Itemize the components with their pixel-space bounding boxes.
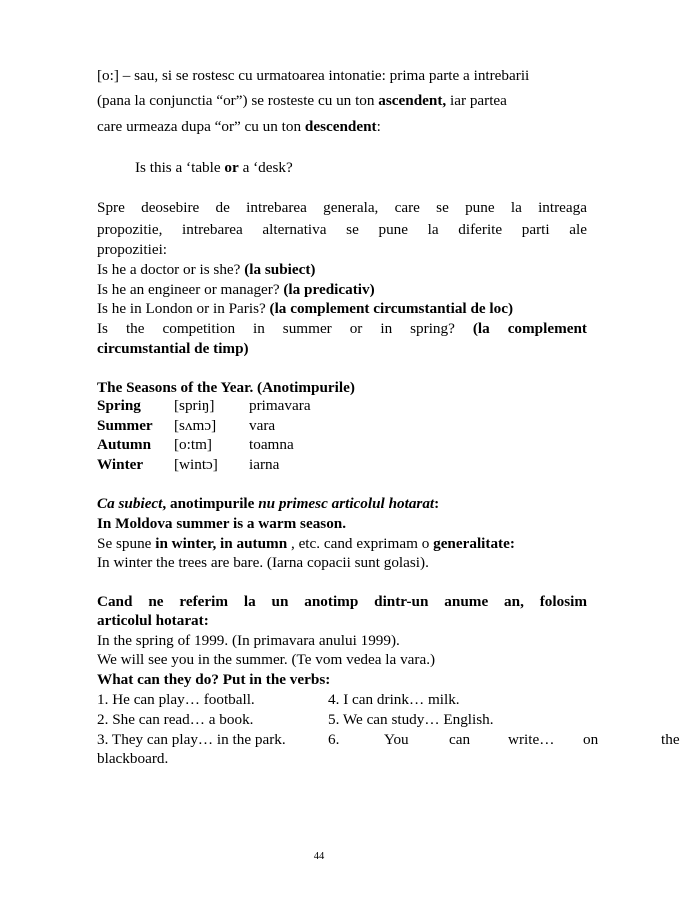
exercise-word: can [449,731,471,748]
para2-line1: Spre deosebire de intrebarea generala, care se pune la intreaga [97,199,587,216]
exercise-item: 5. We can study… English. [328,711,494,728]
season-romanian: vara [249,417,276,434]
page-number: 44 [313,851,325,862]
example-subject: Is he a doctor or is she? (la subiect) [97,261,316,278]
season-phonetic: [wintɔ] [174,456,218,473]
rule-generality: Se spune in winter, in autumn , etc. cand exprimam o generalitate: [97,535,515,552]
season-english: Winter [97,456,144,473]
exercise-item: 2. She can read… a book. [97,711,254,728]
rule-generality-example: In winter the trees are bare. (Iarna copacii sunt golasi). [97,554,429,571]
season-romanian: primavara [249,397,311,414]
exercise-word: write… [508,731,555,748]
season-english: Spring [97,397,141,414]
para1-line3: care urmeaza dupa “or” cu un ton descendent: [97,118,381,135]
seasons-title: The Seasons of the Year. (Anotimpurile) [97,379,355,396]
example-predicative: Is he an engineer or manager? (la predicativ) [97,281,375,298]
exercise-last-line: blackboard. [97,750,169,767]
example-time-line2: circumstantial de timp) [97,340,249,357]
season-romanian: toamna [249,436,294,453]
exercise-word: You [384,731,409,748]
example-alternative-question: Is this a ‘table or a ‘desk? [135,159,293,176]
season-phonetic: [spriŋ] [174,397,215,414]
rule-subject: Ca subiect, anotimpurile nu primesc articolul hotarat: [97,495,440,512]
para1-line1: [o:] – sau, si se rostesc cu urmatoarea intonatie: prima parte a intrebarii [97,67,530,84]
season-english: Summer [97,417,153,434]
season-phonetic: [o:tm] [174,436,212,453]
rule-definite-line1: Cand ne referim la un anotimp dintr-un anume an, folosim [97,593,587,610]
rule-definite-example2: We will see you in the summer. (Te vom vedea la vara.) [97,651,436,668]
rule-subject-example: In Moldova summer is a warm season. [97,515,347,532]
season-phonetic: [sʌmɔ] [174,417,217,434]
para1-line2: (pana la conjunctia “or”) se rosteste cu un ton ascendent, iar partea [97,92,507,109]
exercise-word: on [583,731,599,748]
example-time-line1: Is the competition in summer or in spring? (la complement [97,320,587,337]
exercise-item: 4. I can drink… milk. [328,691,460,708]
season-english: Autumn [97,436,152,453]
para2-line3: propozitiei: [97,241,168,258]
rule-definite-line2: articolul hotarat: [97,612,209,629]
exercise-title: What can they do? Put in the verbs: [97,671,331,688]
exercise-word: 6. [328,731,340,748]
para2-line2: propozitie, intrebarea alternativa se pune la diferite parti ale [97,221,587,238]
exercise-item: 3. They can play… in the park. [97,731,286,748]
exercise-item: 1. He can play… football. [97,691,255,708]
example-place: Is he in London or in Paris? (la complement circumstantial de loc) [97,300,514,317]
exercise-word: the [661,731,680,748]
season-romanian: iarna [249,456,280,473]
rule-definite-example1: In the spring of 1999. (In primavara anului 1999). [97,632,400,649]
